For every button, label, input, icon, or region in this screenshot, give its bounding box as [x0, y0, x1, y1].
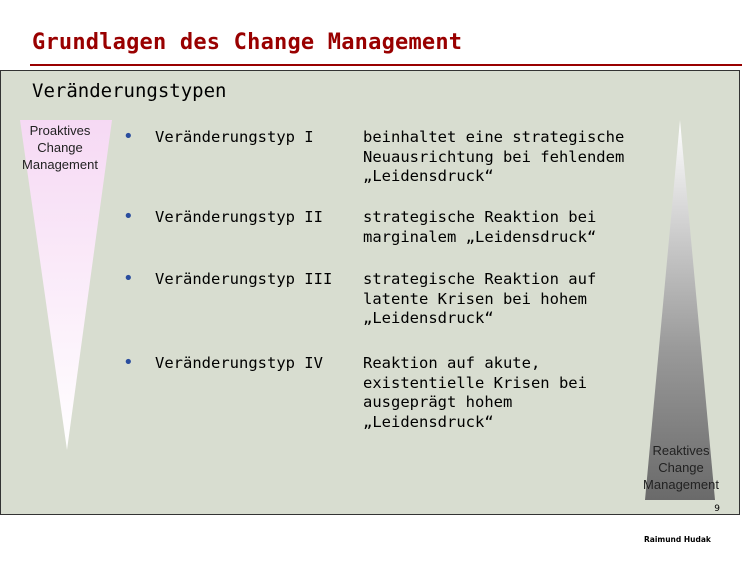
author-name: Raimund Hudak: [644, 535, 711, 544]
title-underline: [30, 64, 742, 66]
type-name: Veränderungstyp I: [155, 128, 314, 146]
type-description: strategische Reaktion auf latente Krisen bei hohem „Leidensdruck“: [363, 270, 597, 327]
bullet-icon: [123, 354, 131, 362]
type-description: strategische Reaktion bei marginalem „Leidensdruck“: [363, 208, 597, 246]
reactive-label: Reaktives Change Management: [643, 443, 719, 492]
type-name: Veränderungstyp III: [155, 270, 333, 288]
type-name: Veränderungstyp IV: [155, 354, 323, 372]
type-description: Reaktion auf akute, existentielle Krisen bei ausgeprägt hohem „Leidensdruck“: [363, 354, 587, 431]
proactive-label: Proaktives Change Management: [22, 123, 98, 172]
type-description: beinhaltet eine strategische Neuausrichtung bei fehlendem „Leidensdruck“: [363, 128, 625, 185]
bullet-icon: [123, 128, 131, 136]
type-name: Veränderungstyp II: [155, 208, 323, 226]
bullet-icon: [123, 270, 131, 278]
slide-title: Grundlagen des Change Management: [32, 30, 463, 55]
slide-subtitle: Veränderungstypen: [32, 80, 227, 102]
page-number: 9: [714, 504, 720, 514]
bullet-icon: [123, 208, 131, 216]
